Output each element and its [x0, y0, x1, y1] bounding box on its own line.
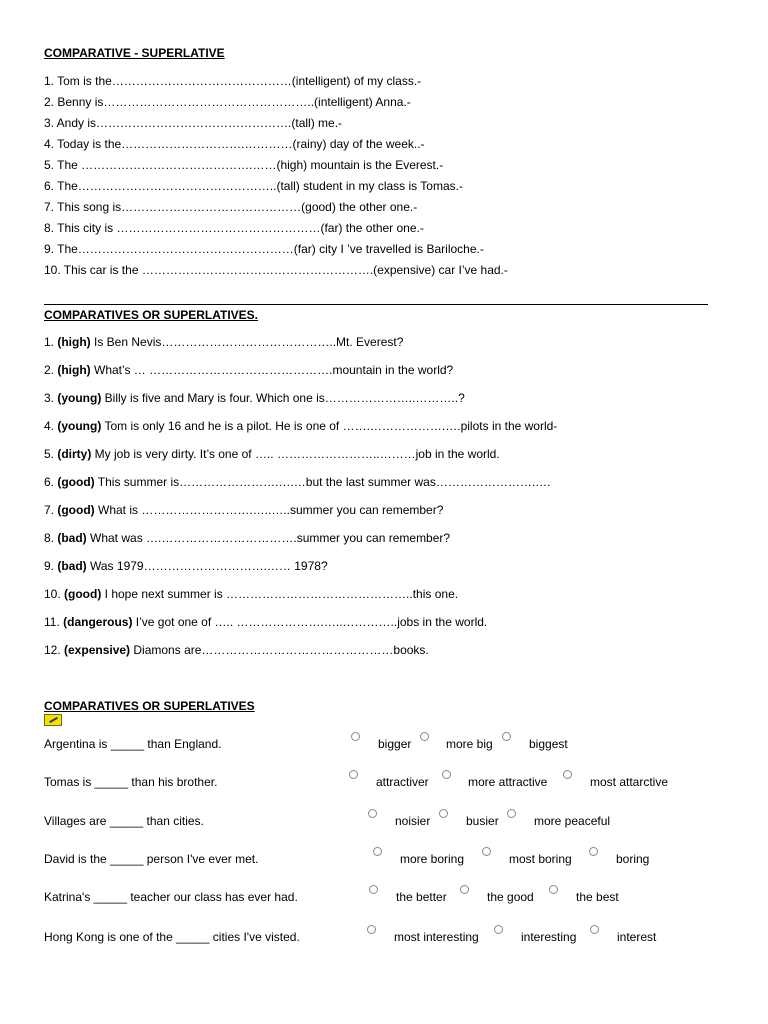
radio-option[interactable] — [369, 885, 378, 894]
radio-option[interactable] — [373, 847, 382, 856]
exercise1-item: 2. Benny is……………………………………………..(intelligent) Anna.- — [44, 95, 411, 109]
exercise1-item: 5. The …………………………………….……(high) mountain is the Everest.- — [44, 158, 444, 172]
exercise2-item — [44, 335, 403, 349]
item-number: 4. — [44, 419, 58, 433]
item-number: 5. — [44, 447, 58, 461]
prompt-adjective: (bad) — [57, 531, 87, 545]
exercise2-item — [44, 475, 551, 489]
quiz-question: Hong Kong is one of the _____ cities I've visted. — [44, 930, 300, 944]
radio-option[interactable] — [563, 770, 572, 779]
exercise1-item: 6. The…………………………………………..(tall) student in my class is Tomas.- — [44, 179, 463, 193]
option-label[interactable]: more big — [446, 737, 493, 751]
option-label[interactable]: noisier — [395, 814, 431, 828]
radio-option[interactable] — [420, 732, 429, 741]
item-text: Is Ben Nevis……………………………………..Mt. Everest? — [90, 335, 404, 349]
item-text: Diamons are…………………………………………books. — [130, 643, 429, 657]
radio-option[interactable] — [494, 925, 503, 934]
exercise1-item: 10. This car is the ………………………………………………….(expensive) car I’ve had.- — [44, 263, 508, 277]
prompt-adjective: (good) — [57, 475, 95, 489]
item-text: What is ……………………….…..…..summer you can remember? — [94, 503, 444, 517]
item-number: 6. — [44, 475, 58, 489]
exercise2-item — [44, 643, 429, 657]
item-text: What’s … ……………………………………….mountain in the world? — [90, 363, 454, 377]
radio-option[interactable] — [460, 885, 469, 894]
exercise1-item: 8. This city is ……………………………………………(far) the other one.- — [44, 221, 424, 235]
item-number: 12. — [44, 643, 65, 657]
item-text: Billy is five and Mary is four. Which one is…………………..………..? — [101, 391, 465, 405]
prompt-adjective: (high) — [57, 335, 91, 349]
option-label[interactable]: the best — [576, 890, 619, 904]
radio-option[interactable] — [507, 809, 516, 818]
option-label[interactable]: boring — [616, 852, 650, 866]
item-number: 2. — [44, 363, 58, 377]
option-label[interactable]: interesting — [521, 930, 577, 944]
option-label[interactable]: attractiver — [376, 775, 429, 789]
option-label[interactable]: the good — [487, 890, 534, 904]
option-label[interactable]: most attarctive — [590, 775, 669, 789]
prompt-adjective: (dirty) — [57, 447, 92, 461]
option-label[interactable]: more boring — [400, 852, 465, 866]
radio-option[interactable] — [439, 809, 448, 818]
exercise2-item — [44, 587, 458, 601]
quiz-question: Villages are _____ than cities. — [44, 814, 204, 828]
item-text: This summer is…………………….….…but the last summer was…………………….…. — [94, 475, 551, 489]
exercise2-item — [44, 615, 487, 629]
item-text: What was ….…………………………….summer you can remember? — [86, 531, 451, 545]
prompt-adjective: (good) — [57, 503, 95, 517]
exercise1-item: 3. Andy is………………………………………….(tall) me.- — [44, 116, 343, 130]
section1-title: COMPARATIVE - SUPERLATIVE — [44, 46, 225, 60]
item-number: 1. — [44, 335, 58, 349]
exercise2-item — [44, 503, 443, 517]
option-label[interactable]: most boring — [509, 852, 572, 866]
option-label[interactable]: bigger — [378, 737, 412, 751]
exercise2-item — [44, 559, 328, 573]
section2-title: COMPARATIVES OR SUPERLATIVES. — [44, 308, 259, 322]
option-label[interactable]: the better — [396, 890, 447, 904]
item-number: 9. — [44, 559, 58, 573]
prompt-adjective: (expensive) — [64, 643, 131, 657]
exercise1-item: 4. Today is the………………………….…………(rainy) day of the week..- — [44, 137, 425, 151]
option-label[interactable]: most interesting — [394, 930, 479, 944]
section3-title: COMPARATIVES OR SUPERLATIVES — [44, 699, 255, 713]
item-number: 3. — [44, 391, 58, 405]
item-text: Was 1979………………………….…… 1978? — [86, 559, 328, 573]
item-text: My job is very dirty. It’s one of ….. ……………………..………job in the world. — [91, 447, 500, 461]
exercise1-item: 7. This song is………………………………………(good) the other one.- — [44, 200, 418, 214]
exercise1-item: 1. Tom is the………………………………………(intelligent) of my class.- — [44, 74, 422, 88]
prompt-adjective: (young) — [57, 391, 102, 405]
quiz-question: Tomas is _____ than his brother. — [44, 775, 218, 789]
exercise2-item — [44, 391, 465, 405]
prompt-adjective: (high) — [57, 363, 91, 377]
radio-option[interactable] — [482, 847, 491, 856]
exercise1-item: 9. The………………………………………………(far) city I ’ve travelled is Bariloche.- — [44, 242, 484, 256]
quiz-question: Katrina's _____ teacher our class has ever had. — [44, 890, 298, 904]
item-number: 11. — [44, 615, 64, 629]
prompt-adjective: (young) — [57, 419, 102, 433]
exercise2-item — [44, 363, 453, 377]
exercise2-item — [44, 447, 500, 461]
radio-option[interactable] — [368, 809, 377, 818]
radio-option[interactable] — [590, 925, 599, 934]
option-label[interactable]: busier — [466, 814, 499, 828]
prompt-adjective: (good) — [64, 587, 102, 601]
item-number: 8. — [44, 531, 58, 545]
quiz-question: Argentina is _____ than England. — [44, 737, 222, 751]
item-number: 10. — [44, 587, 65, 601]
radio-option[interactable] — [367, 925, 376, 934]
option-label[interactable]: more peaceful — [534, 814, 611, 828]
prompt-adjective: (bad) — [57, 559, 87, 573]
radio-option[interactable] — [549, 885, 558, 894]
quiz-question: David is the _____ person I've ever met. — [44, 852, 259, 866]
radio-option[interactable] — [589, 847, 598, 856]
radio-option[interactable] — [502, 732, 511, 741]
item-text: I’ve got one of ….. ………………….…..…………..jobs in the world. — [132, 615, 488, 629]
prompt-adjective: (dangerous) — [63, 615, 133, 629]
option-label[interactable]: more attractive — [468, 775, 548, 789]
item-text: Tom is only 16 and he is a pilot. He is one of …….……………….….pilots in the world- — [101, 419, 558, 433]
item-number: 7. — [44, 503, 58, 517]
radio-option[interactable] — [442, 770, 451, 779]
radio-option[interactable] — [349, 770, 358, 779]
option-label[interactable]: biggest — [529, 737, 568, 751]
item-text: I hope next summer is ………………………………………..this one. — [101, 587, 459, 601]
exercise2-item — [44, 531, 450, 545]
radio-option[interactable] — [351, 732, 360, 741]
option-label[interactable]: interest — [617, 930, 657, 944]
exercise2-item — [44, 419, 557, 433]
section-divider — [44, 304, 708, 305]
pencil-icon[interactable] — [44, 714, 62, 726]
